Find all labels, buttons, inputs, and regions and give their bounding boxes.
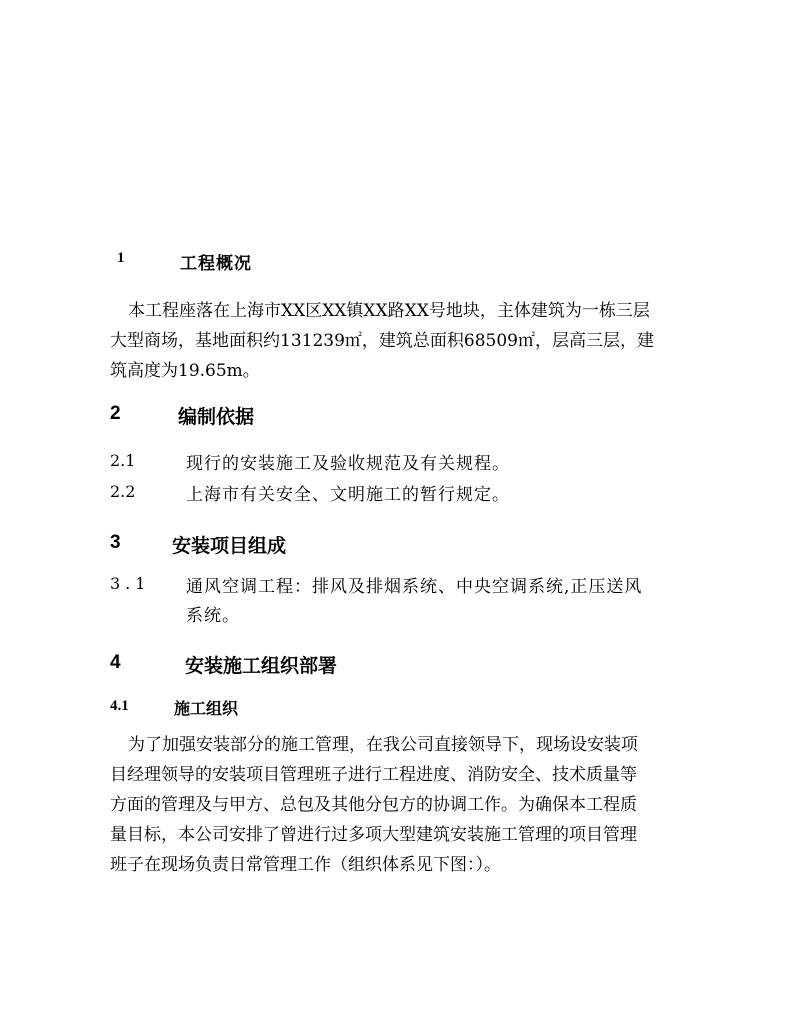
item-2-1-number: 2.1 [110,451,136,470]
section-4-title: 安装施工组织部署 [185,655,338,677]
section-4-number: 4 [110,652,121,673]
paragraph-line: 方面的管理及与甲方、总包及其他分包方的协调工作。为确保本工程质 [110,795,637,815]
item-2-1-text: 现行的安装施工及验收规范及有关规程。 [186,454,510,474]
item-3-1-number: 3.1 [110,574,151,593]
item-2-2-text: 上海市有关安全、文明施工的暂行规定。 [186,485,510,505]
item-3-1-text-line: 通风空调工程：排风及排烟系统、中央空调系统,正压送风 [186,577,643,597]
paragraph-line: 班子在现场负责日常管理工作（组织体系见下图：）。 [110,855,501,875]
subsection-4-1-title: 施工组织 [174,699,239,718]
section-3-title: 安装项目组成 [172,535,287,557]
section-1-paragraph [110,296,710,386]
paragraph-line: 为了加强安装部分的施工管理，在我公司直接领导下，现场设安装项 [128,735,638,755]
paragraph-line: 大型商场，基地面积约131239㎡，建筑总面积68509㎡，层高三层，建 [110,331,654,351]
item-2-2-number: 2.2 [110,482,136,501]
paragraph-line: 目经理领导的安装项目管理班子进行工程进度、消防安全、技术质量等 [110,765,637,785]
subsection-4-1-paragraph [110,730,710,880]
item-3-1-text-line: 系统。 [186,606,240,626]
paragraph-line: 本工程座落在上海市XX区XX镇XX路XX号地块，主体建筑为一栋三层 [128,301,650,321]
section-3-number: 3 [110,532,121,553]
paragraph-line: 筑高度为19.65m。 [110,361,260,381]
section-1-number: 1 [117,250,125,266]
section-2-title: 编制依据 [178,406,255,428]
section-2-number: 2 [110,403,121,424]
paragraph-line: 量目标，本公司安排了曾进行过多项大型建筑安装施工管理的项目管理 [110,825,637,845]
section-1-title: 工程概况 [180,254,252,274]
subsection-4-1-number: 4.1 [110,698,129,714]
